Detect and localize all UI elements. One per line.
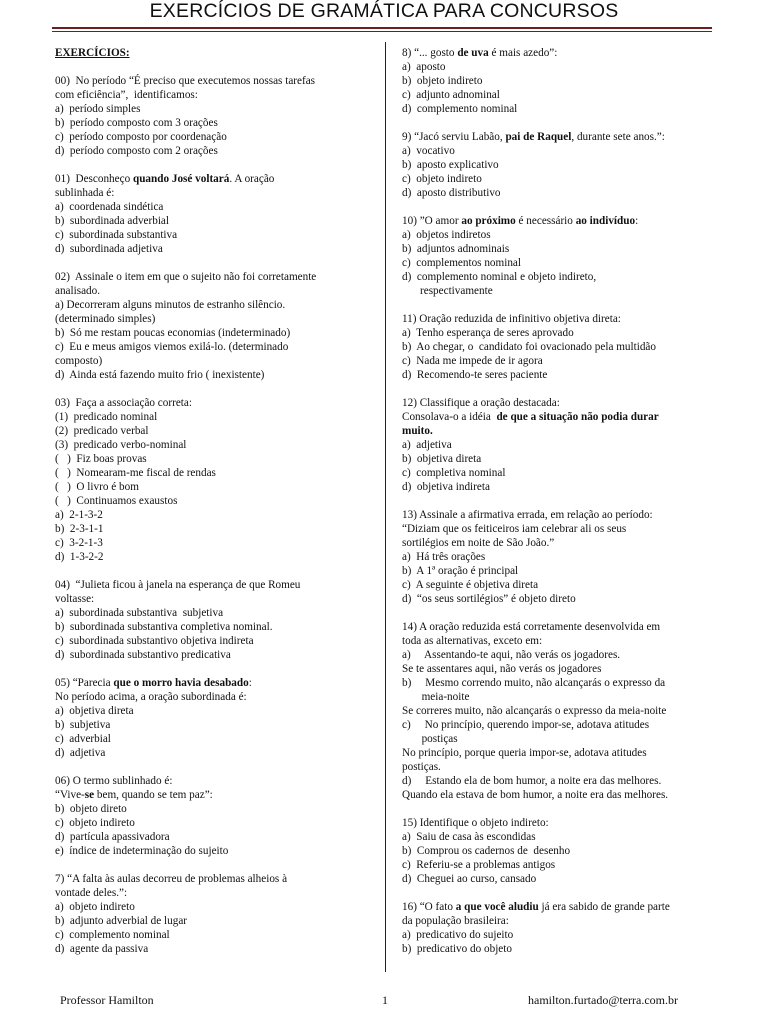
highlighted-term: se [84, 789, 95, 801]
option: a) aposto [402, 61, 446, 73]
option: b) predicativo do objeto [402, 943, 512, 955]
question-text: 15) Identifique o objeto indireto: [402, 817, 549, 829]
option: a) Há três orações [402, 551, 486, 563]
question-15 [402, 816, 714, 886]
left-column [55, 46, 372, 970]
option: a) objetos indiretos [402, 229, 491, 241]
question-text: analisado. [55, 285, 101, 297]
option-continuation: respectivamente [420, 285, 493, 297]
option: a) 2-1-3-2 [55, 509, 103, 521]
option: a) subordinada substantiva subjetiva [55, 607, 224, 619]
option: d) Cheguei ao curso, cansado [402, 873, 537, 885]
option: e) índice de indeterminação do sujeito [55, 845, 229, 857]
question-00 [55, 74, 372, 158]
option: (2) predicado verbal [55, 425, 149, 437]
option: a) objeto indireto [55, 901, 135, 913]
option: postiças. [402, 761, 441, 773]
option: Quando ela estava de bom humor, a noite era das melhores. [402, 789, 669, 801]
option: c) Referiu-se a problemas antigos [402, 859, 556, 871]
highlighted-term: ao indivíduo [575, 215, 636, 227]
option: b) 2-3-1-1 [55, 523, 104, 535]
question-01 [55, 172, 372, 256]
option: c) complemento nominal [55, 929, 170, 941]
option: b) subjetiva [55, 719, 111, 731]
question-14 [402, 620, 714, 802]
option: a) predicativo do sujeito [402, 929, 514, 941]
option: d) objetiva indireta [402, 481, 490, 493]
option: d) Ainda está fazendo muito frio ( inexistente) [55, 369, 265, 381]
question-text: “Diziam que os feiticeiros iam celebrar ali os seus [402, 523, 627, 535]
question-10 [402, 214, 714, 298]
option: a) Saiu de casa às escondidas [402, 831, 536, 843]
option: b) Comprou os cadernos de desenho [402, 845, 571, 857]
highlighted-term: quando José voltará [132, 173, 230, 185]
option: a) adjetiva [402, 439, 452, 451]
option: d) subordinada adjetiva [55, 243, 163, 255]
highlighted-term: de uva [457, 47, 489, 59]
option: ( ) Continuamos exaustos [55, 495, 178, 507]
option: b) A 1ª oração é principal [402, 565, 519, 577]
option: Se correres muito, não alcançarás o expresso da meia-noite [402, 705, 667, 717]
option: b) objetiva direta [402, 453, 482, 465]
question-05 [55, 676, 372, 760]
question-12 [402, 396, 714, 494]
question-04 [55, 578, 372, 662]
question-16 [402, 900, 714, 956]
question-text [402, 424, 714, 438]
question-text: 16) “O fato a que você aludiu já era sabido de grande parte [402, 901, 670, 913]
question-text: da população brasileira: [402, 915, 509, 927]
footer-author: Professor Hamilton [60, 993, 154, 1007]
option: a) período simples [55, 103, 141, 115]
option: a) vocativo [402, 145, 455, 157]
option: d) agente da passiva [55, 943, 149, 955]
highlighted-term: pai de Raquel [505, 131, 572, 143]
highlighted-term: ao próximo [461, 215, 516, 227]
option: c) Nada me impede de ir agora [402, 355, 543, 367]
option: c) 3-2-1-3 [55, 537, 103, 549]
option: d) 1-3-2-2 [55, 551, 104, 563]
option: ( ) Fiz boas provas [55, 453, 147, 465]
option: d) partícula apassivadora [55, 831, 170, 843]
highlighted-term: de que a situação não podia durar [496, 411, 659, 423]
highlighted-term: muito. [402, 425, 433, 437]
option: Se te assentares aqui, não verás os jogadores [402, 663, 602, 675]
question-13 [402, 508, 714, 606]
option: postiças [402, 733, 458, 745]
option: b) Só me restam poucas economias (indeterminado) [55, 327, 291, 339]
page-number: 1 [382, 993, 388, 1007]
title-rule-thin [52, 31, 712, 32]
option: d) período composto com 2 orações [55, 145, 218, 157]
option: c) A seguinte é objetiva direta [402, 579, 539, 591]
question-06 [55, 774, 372, 858]
question-text: 7) “A falta às aulas decorreu de problemas alheios à [55, 873, 288, 885]
option: meia-noite [402, 691, 470, 703]
option: b) período composto com 3 orações [55, 117, 218, 129]
option: c) período composto por coordenação [55, 131, 227, 143]
option: d) aposto distributivo [402, 187, 501, 199]
question-11 [402, 312, 714, 382]
question-text: 06) O termo sublinhado é: [55, 775, 173, 787]
option: d) complemento nominal e objeto indireto, [402, 271, 597, 283]
option: b) adjuntos adnominais [402, 243, 510, 255]
question-text: 12) Classifique a oração destacada: [402, 397, 560, 409]
option: c) subordinada substantiva [55, 229, 178, 241]
option: d) Estando ela de bom humor, a noite era das melhores. [402, 775, 662, 787]
option: No princípio, porque queria impor-se, adotava atitudes [402, 747, 647, 759]
option: b) aposto explicativo [402, 159, 499, 171]
question-text: sortilégios em noite de São João.” [402, 537, 555, 549]
option: c) No princípio, querendo impor-se, adotava atitudes [402, 719, 650, 731]
option: b) Ao chegar, o candidato foi ovacionado pela multidão [402, 341, 656, 353]
option: (determinado simples) [55, 313, 156, 325]
question-text: 11) Oração reduzida de infinitivo objetiva direta: [402, 313, 621, 325]
option: ( ) Nomearam-me fiscal de rendas [55, 467, 216, 479]
option: (3) predicado verbo-nominal [55, 439, 187, 451]
question-text: com eficiência”, identificamos: [55, 89, 198, 101]
question-text: 03) Faça a associação correta: [55, 397, 192, 409]
question-text: sublinhada é: [55, 187, 115, 199]
question-08 [402, 46, 714, 116]
option: a) coordenada sindética [55, 201, 164, 213]
option: a) Decorreram alguns minutos de estranho silêncio. [55, 299, 286, 311]
option: b) objeto indireto [402, 75, 483, 87]
section-heading: EXERCÍCIOS: [55, 47, 130, 59]
question-text: “Vive-se bem, quando se tem paz”: [55, 789, 213, 801]
option: d) Recomendo-te seres paciente [402, 369, 548, 381]
question-text: 05) “Parecia que o morro havia desabado: [55, 677, 252, 689]
question-text: Consolava-o a idéia de que a situação não podia durar [402, 411, 659, 423]
highlighted-term: a que você aludiu [455, 901, 539, 913]
footer-email: hamilton.furtado@terra.com.br [528, 993, 678, 1007]
question-text: 00) No período “É preciso que executemos nossas tarefas [55, 75, 316, 87]
option: b) subordinada substantiva completiva nominal. [55, 621, 273, 633]
question-text: 02) Assinale o item em que o sujeito não foi corretamente [55, 271, 317, 283]
option: c) subordinada substantivo objetiva indireta [55, 635, 254, 647]
question-text: 8) “... gosto de uva é mais azedo”: [402, 47, 558, 59]
option: b) adjunto adverbial de lugar [55, 915, 188, 927]
option: c) complementos nominal [402, 257, 521, 269]
option: c) adjunto adnominal [402, 89, 500, 101]
question-text: 04) “Julieta ficou à janela na esperança de que Romeu [55, 579, 301, 591]
option: a) Tenho esperança de seres aprovado [402, 327, 574, 339]
option: (1) predicado nominal [55, 411, 158, 423]
option: c) objeto indireto [55, 817, 135, 829]
option: composto) [55, 355, 103, 367]
title-rule [52, 27, 712, 29]
option: b) subordinada adverbial [55, 215, 170, 227]
option: a) Assentando-te aqui, não verás os jogadores. [402, 649, 621, 661]
question-03 [55, 396, 372, 564]
option: d) subordinada substantivo predicativa [55, 649, 231, 661]
column-divider [385, 42, 386, 972]
question-text: 01) Desconheço quando José voltará. A oração [55, 173, 275, 185]
option: a) objetiva direta [55, 705, 134, 717]
question-text: No período acima, a oração subordinada é: [55, 691, 247, 703]
highlighted-term: que o morro havia desabado [113, 677, 249, 689]
option: b) objeto direto [55, 803, 127, 815]
question-text: vontade deles.”: [55, 887, 128, 899]
option: d) complemento nominal [402, 103, 518, 115]
option: d) adjetiva [55, 747, 106, 759]
question-09 [402, 130, 714, 200]
option: c) objeto indireto [402, 173, 482, 185]
question-02 [55, 270, 372, 382]
question-text: voltasse: [55, 593, 95, 605]
right-column [402, 46, 714, 970]
question-07 [55, 872, 372, 956]
question-text: 14) A oração reduzida está corretamente desenvolvida em [402, 621, 661, 633]
question-text: 10) ”O amor ao próximo é necessário ao indivíduo: [402, 215, 639, 227]
option: b) Mesmo correndo muito, não alcançarás o expresso da [402, 677, 666, 689]
question-text: toda as alternativas, exceto em: [402, 635, 543, 647]
option: d) “os seus sortilégios” é objeto direto [402, 593, 576, 605]
question-text: 13) Assinale a afirmativa errada, em relação ao período: [402, 509, 653, 521]
question-text: 9) “Jacó serviu Labão, pai de Raquel, durante sete anos.”: [402, 131, 665, 143]
option: ( ) O livro é bom [55, 481, 139, 493]
page-title: EXERCÍCIOS DE GRAMÁTICA PARA CONCURSOS [149, 0, 619, 22]
option: c) Eu e meus amigos viemos exilá-lo. (determinado [55, 341, 289, 353]
option: c) completiva nominal [402, 467, 506, 479]
option: c) adverbial [55, 733, 111, 745]
